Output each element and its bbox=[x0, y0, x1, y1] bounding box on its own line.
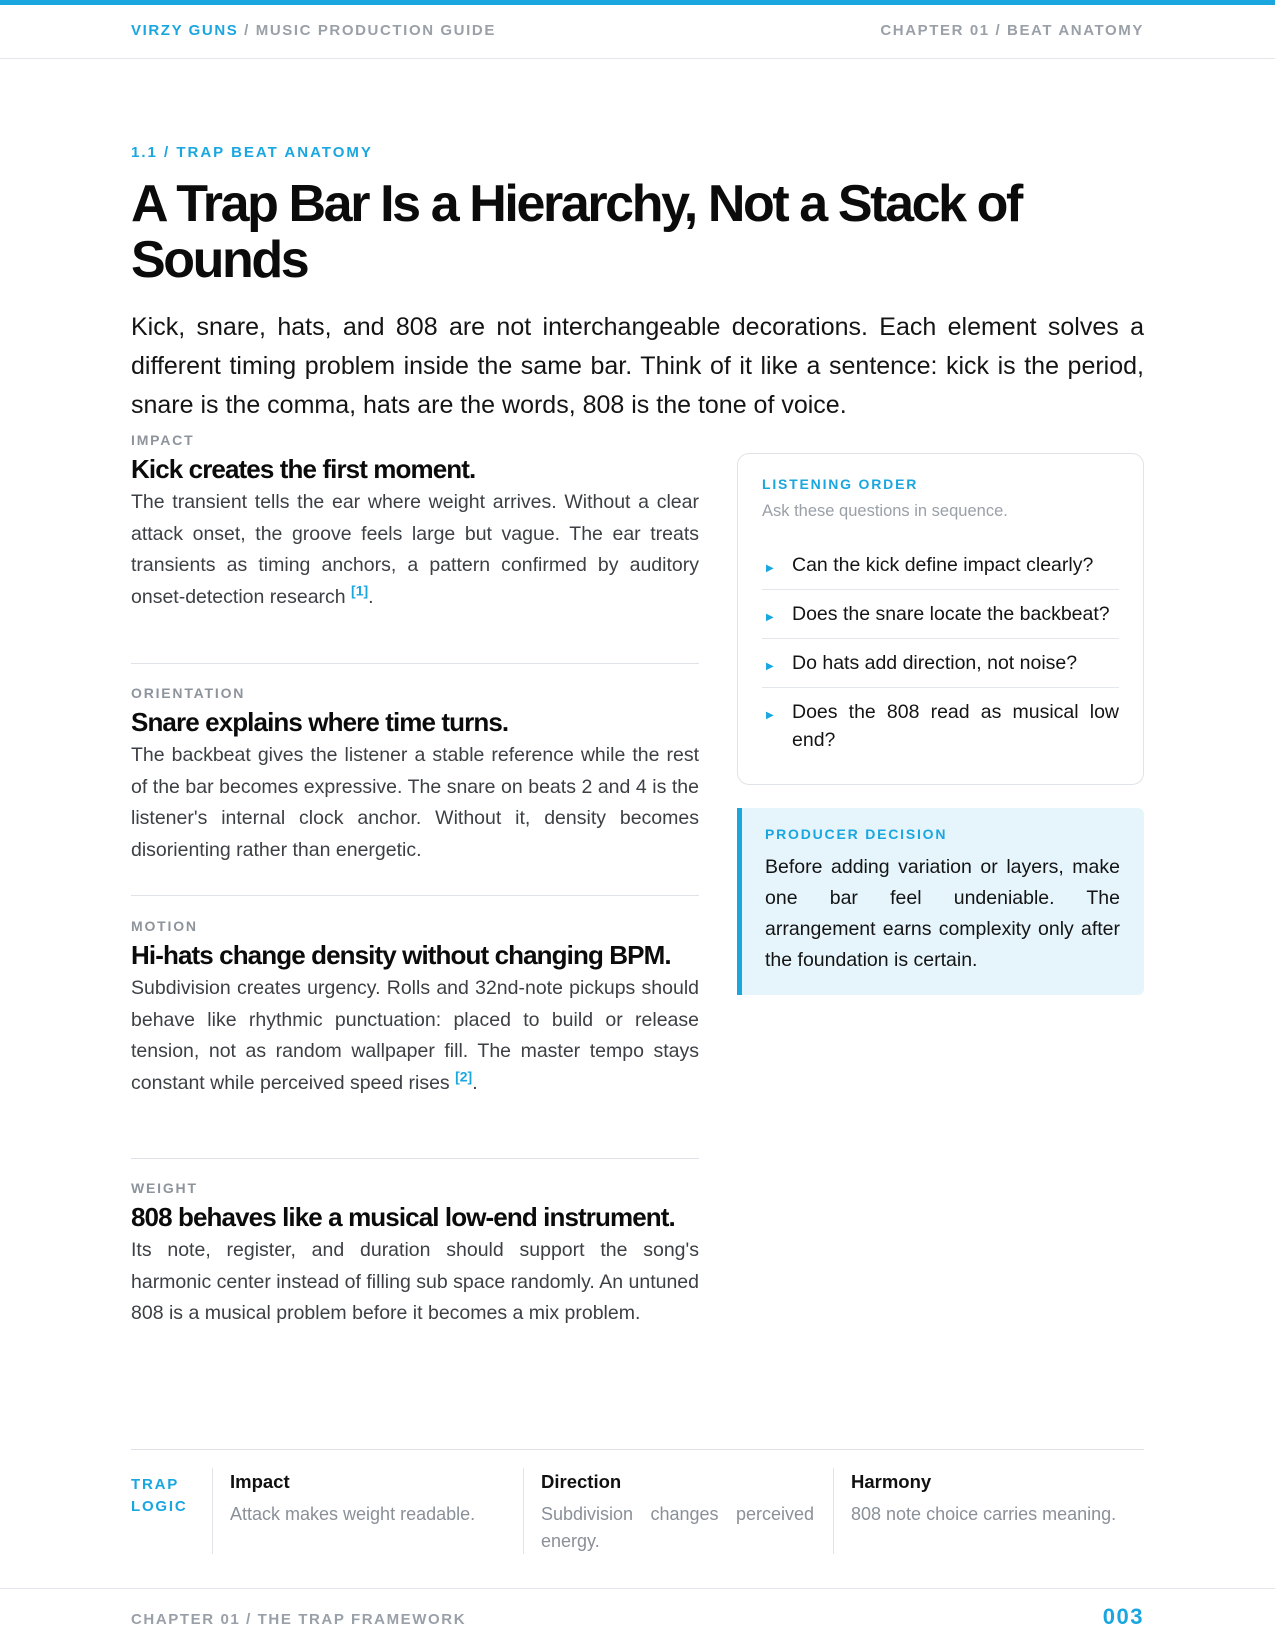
trap-logic-column bbox=[833, 1468, 1126, 1554]
section-heading: 808 behaves like a musical low-end instrument. bbox=[131, 1202, 675, 1232]
header-breadcrumb bbox=[131, 22, 496, 39]
section-divider bbox=[131, 1158, 699, 1159]
section-divider bbox=[131, 895, 699, 896]
header-separator: / bbox=[238, 22, 256, 39]
triangle-right-icon: ▶ bbox=[766, 612, 774, 623]
section-label: IMPACT bbox=[131, 432, 195, 448]
section-kicker: 1.1 / TRAP BEAT ANATOMY bbox=[131, 144, 373, 161]
section-body bbox=[131, 487, 699, 613]
page-number: 003 bbox=[1102, 1604, 1144, 1629]
page-title: A Trap Bar Is a Hierarchy, Not a Stack of Sounds bbox=[131, 175, 1021, 289]
list-item-text: Does the 808 read as musical low end? bbox=[792, 701, 1119, 751]
list-item-text: Can the kick define impact clearly? bbox=[792, 554, 1094, 576]
section-body bbox=[131, 973, 699, 1099]
trap-logic-text: 808 note choice carries meaning. bbox=[851, 1504, 1117, 1524]
list-item bbox=[762, 541, 1119, 590]
section-heading: Hi-hats change density without changing BPM. bbox=[131, 940, 671, 970]
trap-logic-divider bbox=[131, 1449, 1144, 1450]
header-brand: VIRZY GUNS bbox=[131, 22, 239, 39]
section-body: The backbeat gives the listener a stable reference while the rest of the bar becomes expressive. The snare on beats 2 and 4 is the listener's internal clock anchor. Without it, density becomes disorienting rather than energetic. bbox=[131, 744, 699, 861]
footer-divider bbox=[0, 1588, 1275, 1589]
section-label: ORIENTATION bbox=[131, 685, 246, 701]
trap-logic-text: Attack makes weight readable. bbox=[230, 1504, 476, 1524]
header-chapter: CHAPTER 01 / BEAT ANATOMY bbox=[880, 22, 1144, 39]
triangle-right-icon: ▶ bbox=[766, 563, 774, 574]
triangle-right-icon: ▶ bbox=[766, 710, 774, 721]
section-weight bbox=[131, 1180, 699, 1330]
citation-link[interactable]: [1] bbox=[351, 582, 369, 598]
section-heading: Snare explains where time turns. bbox=[131, 707, 509, 737]
section-body-text: The transient tells the ear where weight arrives. Without a clear attack onset, the groove feels large but vague. The ear treats transients as timing anchors, a pattern confirmed by auditory onset-detection research bbox=[131, 491, 699, 608]
section-orientation bbox=[131, 685, 699, 866]
citation-link[interactable]: [2] bbox=[455, 1068, 473, 1084]
section-body: Its note, register, and duration should support the song's harmonic center instead of filling sub space randomly. An untuned 808 is a musical problem before it becomes a mix problem. bbox=[131, 1239, 699, 1324]
card-subtitle: Ask these questions in sequence. bbox=[762, 502, 1008, 520]
trap-logic-heading: Direction bbox=[541, 1471, 622, 1492]
list-item bbox=[762, 688, 1119, 764]
section-divider bbox=[131, 663, 699, 664]
section-label: WEIGHT bbox=[131, 1180, 198, 1196]
trap-logic-heading: Impact bbox=[230, 1471, 290, 1492]
footer-chapter: CHAPTER 01 / THE TRAP FRAMEWORK bbox=[131, 1611, 467, 1628]
section-body-text: Subdivision creates urgency. Rolls and 32nd-note pickups should behave like rhythmic punctuation: placed to build or release tension, not as random wallpaper fill. The master tempo stays constant while perceived speed rises bbox=[131, 977, 699, 1094]
list-item bbox=[762, 590, 1119, 639]
header-guide: MUSIC PRODUCTION GUIDE bbox=[255, 22, 496, 39]
list-item-text: Do hats add direction, not noise? bbox=[792, 652, 1078, 674]
section-impact bbox=[131, 432, 699, 613]
lede-paragraph: Kick, snare, hats, and 808 are not interchangeable decorations. Each element solves a different timing problem inside the same bar. Think of it like a sentence: kick is the period, snare is the comma, hats are the words, 808 is the tone of voice. bbox=[131, 313, 1144, 419]
listening-order-card bbox=[737, 453, 1144, 785]
trap-logic-column bbox=[212, 1468, 503, 1554]
section-label: MOTION bbox=[131, 918, 198, 934]
trap-logic-text: Subdivision changes perceived energy. bbox=[541, 1504, 814, 1551]
list-item bbox=[762, 639, 1119, 688]
list-item-text: Does the snare locate the backbeat? bbox=[792, 603, 1110, 625]
callout-text: Before adding variation or layers, make one bar feel undeniable. The arrangement earns complexity only after the foundation is certain. bbox=[765, 856, 1120, 971]
card-label: LISTENING ORDER bbox=[762, 476, 919, 492]
trap-logic-heading: Harmony bbox=[851, 1471, 932, 1492]
producer-decision-callout bbox=[737, 808, 1144, 995]
section-body-tail: . bbox=[472, 1071, 478, 1094]
section-motion bbox=[131, 918, 699, 1099]
question-list bbox=[762, 541, 1119, 764]
trap-logic-label: TRAP LOGIC bbox=[131, 1476, 188, 1515]
callout-label: PRODUCER DECISION bbox=[765, 826, 948, 842]
triangle-right-icon: ▶ bbox=[766, 661, 774, 672]
page-header bbox=[0, 5, 1275, 59]
section-body-tail: . bbox=[368, 585, 374, 608]
trap-logic-column bbox=[523, 1468, 814, 1554]
section-heading: Kick creates the first moment. bbox=[131, 454, 476, 484]
